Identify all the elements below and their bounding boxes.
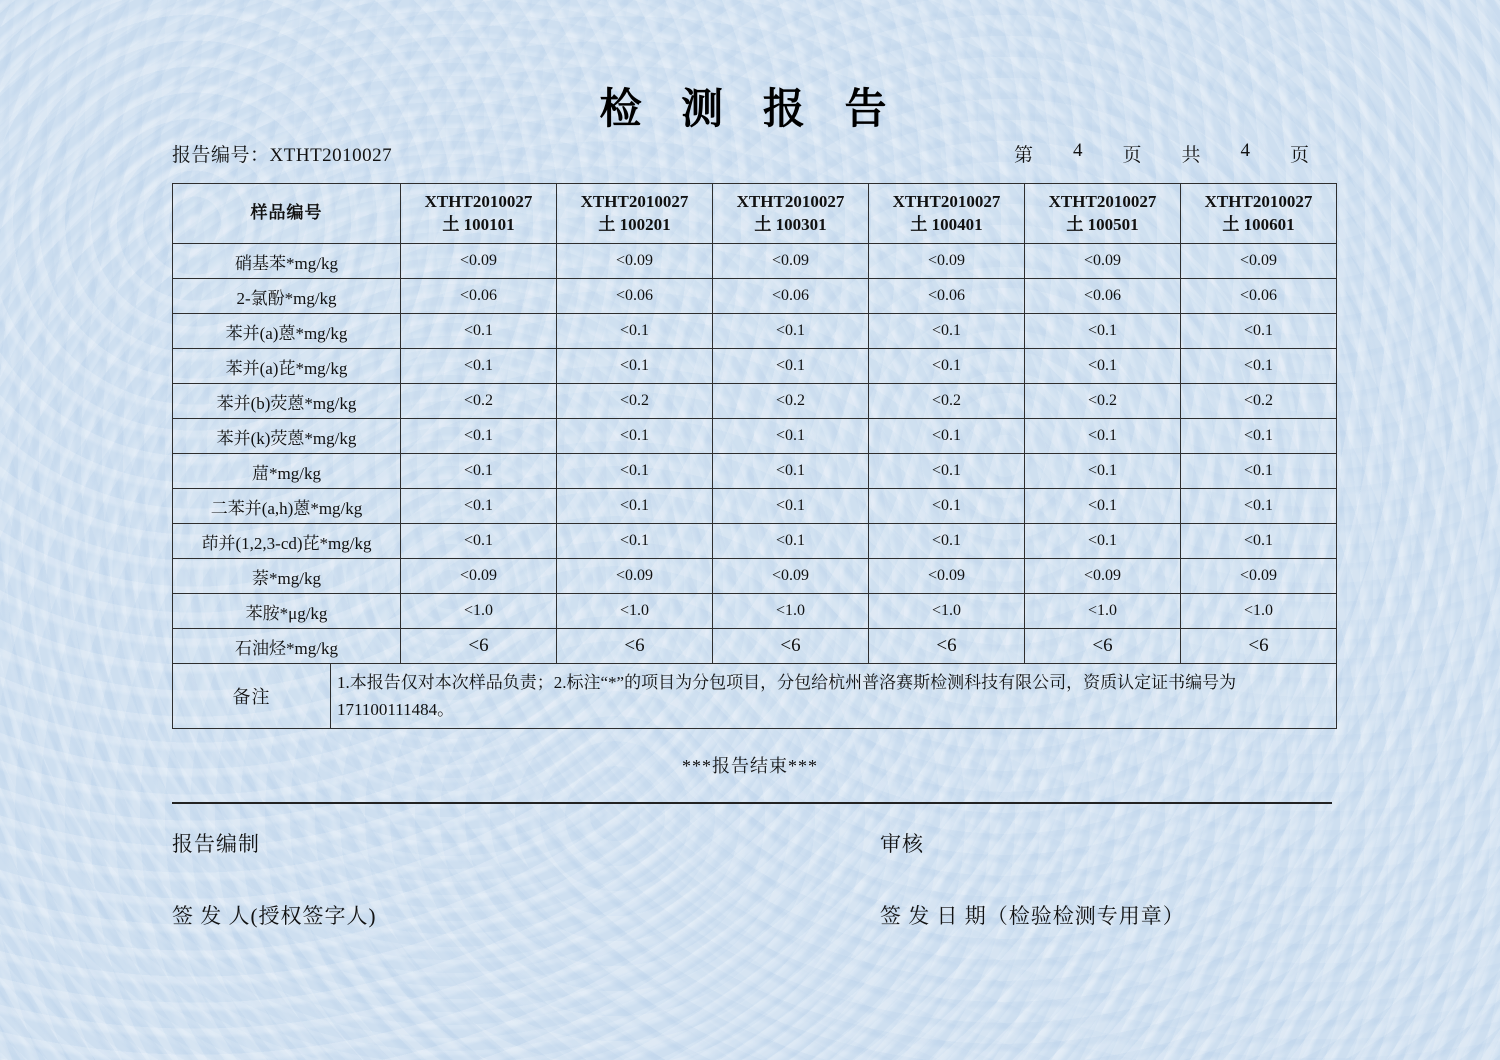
result-value: <0.1 (557, 314, 713, 349)
result-value: <0.2 (1025, 384, 1181, 419)
result-value: <0.1 (401, 349, 557, 384)
result-value: <0.1 (869, 419, 1025, 454)
remark-wrap (173, 664, 1336, 728)
result-value: <0.1 (1181, 314, 1337, 349)
report-number (172, 140, 392, 167)
result-value: <0.06 (401, 279, 557, 314)
result-value: <0.1 (1025, 454, 1181, 489)
result-value: <0.1 (869, 314, 1025, 349)
result-value: <0.2 (557, 384, 713, 419)
result-value: <0.1 (869, 524, 1025, 559)
page-word: 页 (1122, 145, 1142, 166)
result-value: <0.09 (713, 244, 869, 279)
result-value: <0.1 (713, 419, 869, 454)
result-value: <1.0 (557, 594, 713, 629)
result-value: <0.1 (557, 419, 713, 454)
result-value: <0.1 (1025, 314, 1181, 349)
report-end-text: ***报告结束*** (682, 756, 818, 776)
total-word: 共 (1181, 145, 1201, 166)
result-value: <1.0 (401, 594, 557, 629)
result-value: <0.1 (1181, 349, 1337, 384)
result-value: <6 (1181, 629, 1337, 664)
table-row (173, 384, 1337, 419)
result-value: <0.09 (1025, 244, 1181, 279)
result-value: <0.2 (713, 384, 869, 419)
parameter-label: 硝基苯*mg/kg (173, 244, 401, 279)
result-value: <1.0 (1025, 594, 1181, 629)
result-value: <0.1 (401, 454, 557, 489)
table-row (173, 349, 1337, 384)
sample-id-header: 样品编号 (173, 184, 401, 244)
issuer-label: 签 发 人(授权签字人) (172, 904, 377, 928)
table-row (173, 419, 1337, 454)
parameter-label: 䓛*mg/kg (173, 454, 401, 489)
parameter-label: 萘*mg/kg (173, 559, 401, 594)
report-title: 检 测 报 告 (599, 85, 901, 132)
result-value: <0.1 (1181, 419, 1337, 454)
result-value: <0.1 (869, 454, 1025, 489)
table-row (173, 524, 1337, 559)
table-row (173, 489, 1337, 524)
result-value: <0.09 (557, 244, 713, 279)
parameter-label: 茚并(1,2,3-cd)芘*mg/kg (173, 524, 401, 559)
issue-date-label: 签 发 日 期（检验检测专用章） (880, 904, 1185, 928)
result-value: <0.09 (1025, 559, 1181, 594)
report-number-value: XTHT2010027 (269, 145, 393, 166)
result-value: <0.1 (557, 489, 713, 524)
result-value: <0.1 (1025, 349, 1181, 384)
result-value: <0.09 (401, 559, 557, 594)
results-table (172, 183, 1337, 729)
result-value: <0.1 (1025, 419, 1181, 454)
table-row (173, 559, 1337, 594)
table-row (173, 594, 1337, 629)
page-info-prefix: 第 (1013, 145, 1033, 166)
result-value: <0.09 (869, 559, 1025, 594)
result-value: <0.1 (713, 524, 869, 559)
result-value: <0.09 (869, 244, 1025, 279)
result-value: <0.2 (401, 384, 557, 419)
result-value: <0.1 (713, 489, 869, 524)
result-value: <6 (557, 629, 713, 664)
result-value: <0.06 (1025, 279, 1181, 314)
remark-cell (173, 664, 1337, 729)
result-value: <1.0 (1181, 594, 1337, 629)
result-value: <0.1 (1181, 489, 1337, 524)
sample-column-header: XTHT2010027 土 100101 (401, 184, 557, 244)
result-value: <0.1 (401, 419, 557, 454)
parameter-label: 二苯并(a,h)蒽*mg/kg (173, 489, 401, 524)
remark-label: 备注 (173, 664, 331, 728)
result-value: <0.1 (713, 454, 869, 489)
sample-column-header: XTHT2010027 土 100401 (869, 184, 1025, 244)
result-value: <0.06 (557, 279, 713, 314)
result-value: <1.0 (869, 594, 1025, 629)
result-value: <0.06 (713, 279, 869, 314)
page-info-suffix: 页 (1289, 145, 1309, 166)
remark-text: 1.本报告仅对本次样品负责；2.标注“*”的项目为分包项目，分包给杭州普洛赛斯检测科技有限公司，资质认定证书编号为171100111484。 (337, 673, 1237, 720)
table-row (173, 244, 1337, 279)
signature-divider (172, 802, 1332, 804)
result-value: <0.1 (713, 349, 869, 384)
table-row (173, 629, 1337, 664)
result-value: <0.1 (557, 454, 713, 489)
result-value: <0.06 (1181, 279, 1337, 314)
table-row (173, 454, 1337, 489)
remark-row (173, 664, 1337, 729)
result-value: <6 (401, 629, 557, 664)
result-value: <6 (1025, 629, 1181, 664)
parameter-label: 2-氯酚*mg/kg (173, 279, 401, 314)
total-pages: 4 (1240, 140, 1250, 161)
sample-column-header: XTHT2010027 土 100601 (1181, 184, 1337, 244)
table-row (173, 279, 1337, 314)
result-value: <0.09 (1181, 244, 1337, 279)
parameter-label: 苯并(a)芘*mg/kg (173, 349, 401, 384)
prepared-by-label: 报告编制 (172, 832, 260, 856)
parameter-label: 苯并(b)荧蒽*mg/kg (173, 384, 401, 419)
result-value: <0.1 (401, 524, 557, 559)
result-value: <0.09 (1181, 559, 1337, 594)
result-value: <0.1 (1025, 489, 1181, 524)
result-value: <1.0 (713, 594, 869, 629)
table-header-row (173, 184, 1337, 244)
result-value: <0.1 (557, 524, 713, 559)
result-value: <0.06 (869, 279, 1025, 314)
table-row (173, 314, 1337, 349)
page-number: 4 (1072, 140, 1083, 161)
result-value: <0.1 (1181, 524, 1337, 559)
result-value: <0.1 (1181, 454, 1337, 489)
result-value: <0.1 (557, 349, 713, 384)
sample-column-header: XTHT2010027 土 100501 (1025, 184, 1181, 244)
result-value: <0.1 (401, 314, 557, 349)
result-value: <0.1 (401, 489, 557, 524)
reviewed-by-label: 审核 (880, 832, 924, 856)
parameter-label: 石油烃*mg/kg (173, 629, 401, 664)
result-value: <6 (869, 629, 1025, 664)
result-value: <0.1 (1025, 524, 1181, 559)
result-value: <0.1 (869, 349, 1025, 384)
sample-column-header: XTHT2010027 土 100301 (713, 184, 869, 244)
sample-column-header: XTHT2010027 土 100201 (557, 184, 713, 244)
meta-row (172, 140, 1337, 167)
parameter-label: 苯并(a)蒽*mg/kg (173, 314, 401, 349)
result-value: <0.2 (1181, 384, 1337, 419)
parameter-label: 苯并(k)荧蒽*mg/kg (173, 419, 401, 454)
result-value: <0.1 (713, 314, 869, 349)
result-value: <6 (713, 629, 869, 664)
page-info (1014, 140, 1337, 167)
result-value: <0.09 (713, 559, 869, 594)
result-value: <0.2 (869, 384, 1025, 419)
result-value: <0.09 (401, 244, 557, 279)
result-value: <0.09 (557, 559, 713, 594)
report-number-label: 报告编号： (172, 145, 270, 166)
result-value: <0.1 (869, 489, 1025, 524)
parameter-label: 苯胺*μg/kg (173, 594, 401, 629)
results-table-body (173, 244, 1337, 664)
